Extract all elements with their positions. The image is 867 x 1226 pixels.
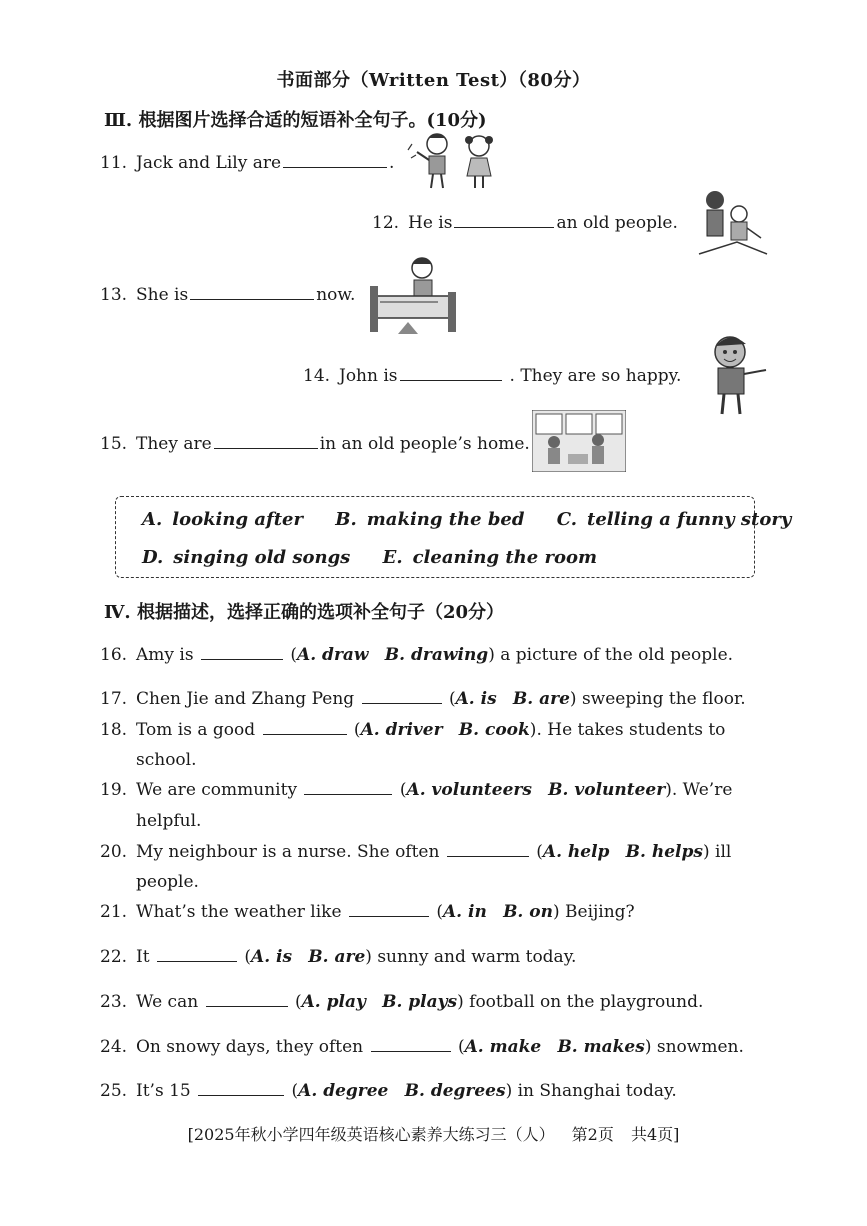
option-a: A. is: [455, 689, 497, 709]
option-a: A. help: [542, 842, 610, 862]
answer-blank[interactable]: [201, 645, 283, 660]
option-text: cleaning the room: [412, 547, 598, 568]
options-row-2: [142, 547, 623, 568]
option-text: telling a funny story: [587, 509, 792, 530]
question-number: 12.: [372, 213, 400, 233]
answer-blank[interactable]: [371, 1037, 451, 1052]
question-text: We are community: [136, 780, 298, 800]
answer-blank[interactable]: [214, 434, 318, 449]
answer-blank[interactable]: [206, 992, 288, 1007]
question-number: 25.: [100, 1081, 128, 1101]
option-b: B. makes: [557, 1037, 645, 1057]
question-text: We can: [136, 992, 199, 1012]
old-peoples-home-picture: [532, 410, 626, 477]
option-letter: E.: [382, 547, 403, 568]
answer-blank[interactable]: [263, 720, 347, 735]
page-title: 书面部分（Written Test）（80分）: [276, 70, 591, 91]
answer-blank[interactable]: [362, 689, 442, 704]
options-box: [115, 496, 792, 578]
question-text-after: . We’re: [671, 780, 733, 800]
question-text-after: sweeping the floor.: [581, 689, 746, 709]
option-a: A. play: [301, 992, 366, 1012]
option-letter: A.: [142, 509, 163, 530]
question-number: 19.: [100, 780, 128, 800]
option-b: B. are: [308, 947, 366, 967]
option-a: A. volunteers: [406, 780, 532, 800]
options-row-1: [142, 509, 817, 530]
option-a: A. driver: [360, 720, 443, 740]
section-3-heading: Ⅲ. 根据图片选择合适的短语补全句子。(10分): [104, 110, 487, 131]
question-number: 11.: [100, 153, 128, 173]
option-a: A. make: [464, 1037, 542, 1057]
question-text: It: [136, 947, 150, 967]
question-text: What’s the weather like: [136, 902, 342, 922]
option-b: B. cook: [458, 720, 530, 740]
option-letter: D.: [142, 547, 164, 568]
footer-total-pages: 共4页]: [630, 1125, 680, 1144]
option-b: B. on: [503, 902, 553, 922]
question-text-after: ill: [715, 842, 732, 862]
question-text: She is: [136, 285, 189, 305]
question-text-after: in Shanghai today.: [517, 1081, 677, 1101]
question-text-after: in an old people’s home.: [319, 434, 530, 454]
boy-telling-story-picture: [706, 332, 770, 423]
question-25: 25. It’s 15 (A. degree B. degrees) in Shanghai today.: [100, 1081, 677, 1101]
question-24: 24. On snowy days, they often (A. make B. makes) snowmen.: [100, 1037, 744, 1057]
question-20-continuation: people.: [136, 872, 199, 892]
question-number: 24.: [100, 1037, 128, 1057]
question-text-after: sunny and warm today.: [377, 947, 577, 967]
option-text: singing old songs: [173, 547, 351, 568]
question-text-after: .: [389, 153, 395, 173]
answer-blank[interactable]: [447, 842, 529, 857]
option-b: B. helps: [625, 842, 703, 862]
question-13: [100, 285, 355, 305]
option-letter: B.: [335, 509, 357, 530]
question-16: 16. Amy is (A. draw B. drawing) a picture of the old people.: [100, 645, 734, 665]
question-23: 23. We can (A. play B. plays) football on the playground.: [100, 992, 704, 1012]
answer-blank[interactable]: [304, 780, 392, 795]
option-a: A. is: [251, 947, 293, 967]
option-b: B. plays: [382, 992, 458, 1012]
question-text: John is: [339, 366, 398, 386]
looking-after-picture: [697, 188, 769, 263]
question-11: [100, 153, 394, 173]
question-text-after: . He takes students to: [536, 720, 726, 740]
question-text: On snowy days, they often: [136, 1037, 364, 1057]
question-text: They are: [136, 434, 212, 454]
question-text-after: football on the playground.: [469, 992, 704, 1012]
option-a: A. in: [442, 902, 487, 922]
kids-singing-picture: [403, 130, 505, 197]
question-22: 22. It (A. is B. are) sunny and warm today.: [100, 947, 577, 967]
question-text-after: snowmen.: [656, 1037, 744, 1057]
question-text-after: . They are so happy.: [509, 366, 682, 386]
question-15: [100, 434, 530, 454]
question-number: 14.: [303, 366, 331, 386]
question-19: 19. We are community (A. volunteers B. volunteer). We’re: [100, 780, 733, 800]
question-text: Chen Jie and Zhang Peng: [136, 689, 355, 709]
question-number: 23.: [100, 992, 128, 1012]
question-number: 21.: [100, 902, 128, 922]
answer-blank[interactable]: [190, 285, 314, 300]
option-a: A. draw: [297, 645, 369, 665]
answer-blank[interactable]: [349, 902, 429, 917]
question-number: 17.: [100, 689, 128, 709]
question-text-after: Beijing?: [565, 902, 635, 922]
question-number: 15.: [100, 434, 128, 454]
footer-title: [2025年秋小学四年级英语核心素养大练习三（人）: [187, 1125, 555, 1144]
option-b: B. drawing: [384, 645, 489, 665]
option-b: B. are: [512, 689, 570, 709]
section-4-heading: Ⅳ. 根据描述，选择正确的选项补全句子（20分）: [104, 602, 505, 623]
question-18: 18. Tom is a good (A. driver B. cook). He takes students to: [100, 720, 726, 740]
page-footer: [0, 1122, 867, 1145]
question-text: Tom is a good: [136, 720, 256, 740]
question-number: 16.: [100, 645, 128, 665]
question-21: 21. What’s the weather like (A. in B. on) Beijing?: [100, 902, 635, 922]
answer-blank[interactable]: [283, 153, 387, 168]
question-12: [372, 213, 678, 233]
question-18-continuation: school.: [136, 750, 197, 770]
question-text-after: a picture of the old people.: [500, 645, 734, 665]
question-text: Jack and Lily are: [136, 153, 282, 173]
question-number: 13.: [100, 285, 128, 305]
making-bed-picture: [368, 250, 460, 341]
question-17: 17. Chen Jie and Zhang Peng (A. is B. are) sweeping the floor.: [100, 689, 746, 709]
question-14: [303, 366, 681, 386]
answer-blank[interactable]: [157, 947, 237, 962]
question-number: 20.: [100, 842, 128, 862]
question-19-continuation: helpful.: [136, 811, 202, 831]
question-text: He is: [408, 213, 453, 233]
option-a: A. degree: [298, 1081, 389, 1101]
question-text-after: an old people.: [556, 213, 678, 233]
option-b: B. degrees: [404, 1081, 506, 1101]
answer-blank[interactable]: [198, 1081, 284, 1096]
question-number: 22.: [100, 947, 128, 967]
question-text-after: now.: [316, 285, 356, 305]
question-number: 18.: [100, 720, 128, 740]
footer-page-number: 第2页: [571, 1125, 614, 1144]
question-text: Amy is: [136, 645, 194, 665]
question-text: My neighbour is a nurse. She often: [136, 842, 440, 862]
option-letter: C.: [556, 509, 578, 530]
answer-blank[interactable]: [454, 213, 554, 228]
option-b: B. volunteer: [548, 780, 666, 800]
answer-blank[interactable]: [400, 366, 502, 381]
question-text: It’s 15: [136, 1081, 191, 1101]
question-20: 20. My neighbour is a nurse. She often (A. help B. helps) ill: [100, 842, 732, 862]
option-text: looking after: [172, 509, 303, 530]
option-text: making the bed: [366, 509, 525, 530]
